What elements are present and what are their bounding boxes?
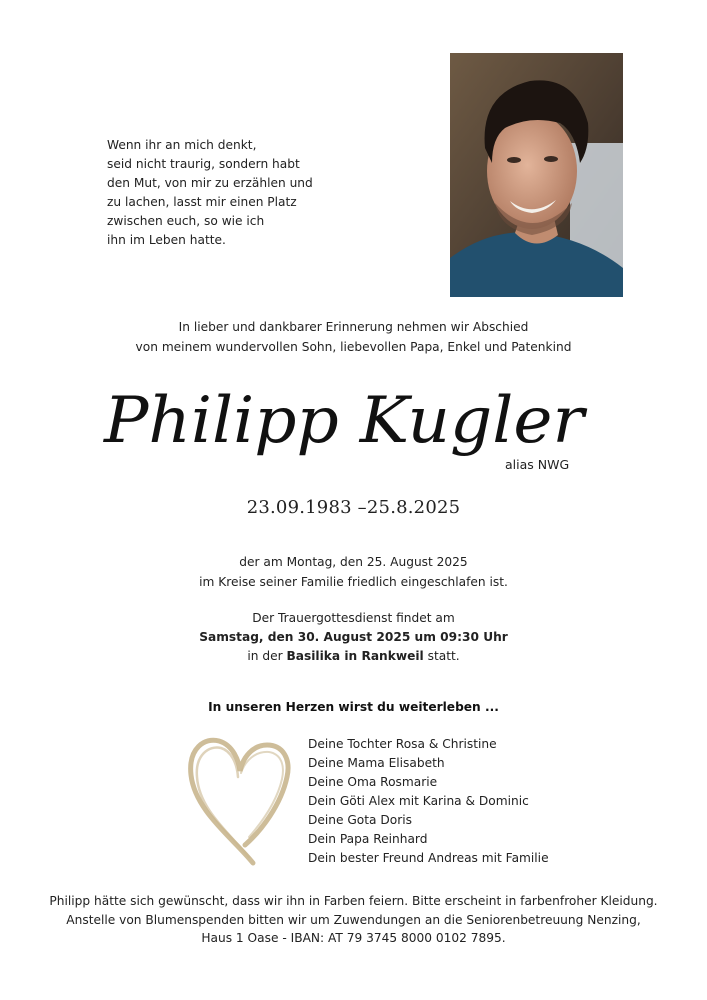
service-date: Samstag, den 30. August 2025 um 09:30 Uhr xyxy=(199,630,508,644)
life-dates: 23.09.1983 –25.8.2025 xyxy=(246,497,461,518)
portrait-photo xyxy=(450,53,623,297)
closing-notice xyxy=(0,892,707,948)
passing-line-1: der am Montag, den 25. August 2025 xyxy=(239,555,468,569)
service-location: Basilika in Rankweil xyxy=(286,649,424,663)
intro-line-2: von meinem wundervollen Sohn, liebevollen Papa, Enkel und Patenkind xyxy=(135,340,572,354)
closing-line-1: Philipp hätte sich gewünscht, dass wir ihn in Farben feiern. Bitte erscheint in farbenfroher Kleidung. xyxy=(49,894,658,908)
poem-line: zwischen euch, so wie ich xyxy=(107,214,265,228)
poem-line: ihn im Leben hatte. xyxy=(107,233,226,247)
list-item: Deine Oma Rosmarie xyxy=(308,775,438,789)
passing-notice xyxy=(0,552,707,592)
portrait-image xyxy=(450,53,623,297)
service-location-pre: in der xyxy=(247,649,287,663)
mourners-heading: In unseren Herzen wirst du weiterleben ... xyxy=(208,700,499,714)
deceased-name-text: Philipp Kugler xyxy=(102,384,588,458)
list-item: Deine Gota Doris xyxy=(308,813,412,827)
closing-line-3: Haus 1 Oase - IBAN: AT 79 3745 8000 0102 7895. xyxy=(201,931,506,945)
list-item: Dein Papa Reinhard xyxy=(308,832,428,846)
list-item: Deine Tochter Rosa & Christine xyxy=(308,737,497,751)
list-item: Dein Göti Alex mit Karina & Dominic xyxy=(308,794,529,808)
list-item: Dein bester Freund Andreas mit Familie xyxy=(308,851,549,865)
service-location-line xyxy=(0,647,707,666)
intro-line-1: In lieber und dankbarer Erinnerung nehmen wir Abschied xyxy=(178,320,529,334)
mourners-list xyxy=(308,735,549,868)
closing-line-2: Anstelle von Blumenspenden bitten wir um Zuwendungen an die Seniorenbetreuung Nenzing, xyxy=(66,912,641,927)
poem-line: Wenn ihr an mich denkt, xyxy=(107,138,257,152)
poem xyxy=(107,136,427,250)
list-item: Deine Mama Elisabeth xyxy=(308,756,445,770)
poem-line: den Mut, von mir zu erzählen und xyxy=(107,176,313,190)
passing-line-2: im Kreise seiner Familie friedlich eingeschlafen ist. xyxy=(199,575,508,589)
service-line-1: Der Trauergottesdienst findet am xyxy=(252,611,455,625)
poem-line: seid nicht traurig, sondern habt xyxy=(107,157,300,171)
alias: alias NWG xyxy=(505,457,570,472)
service-info xyxy=(0,609,707,666)
heart-icon xyxy=(183,733,295,868)
intro-text xyxy=(0,317,707,357)
poem-line: zu lachen, lasst mir einen Platz xyxy=(107,195,297,209)
service-location-post: statt. xyxy=(423,649,460,663)
